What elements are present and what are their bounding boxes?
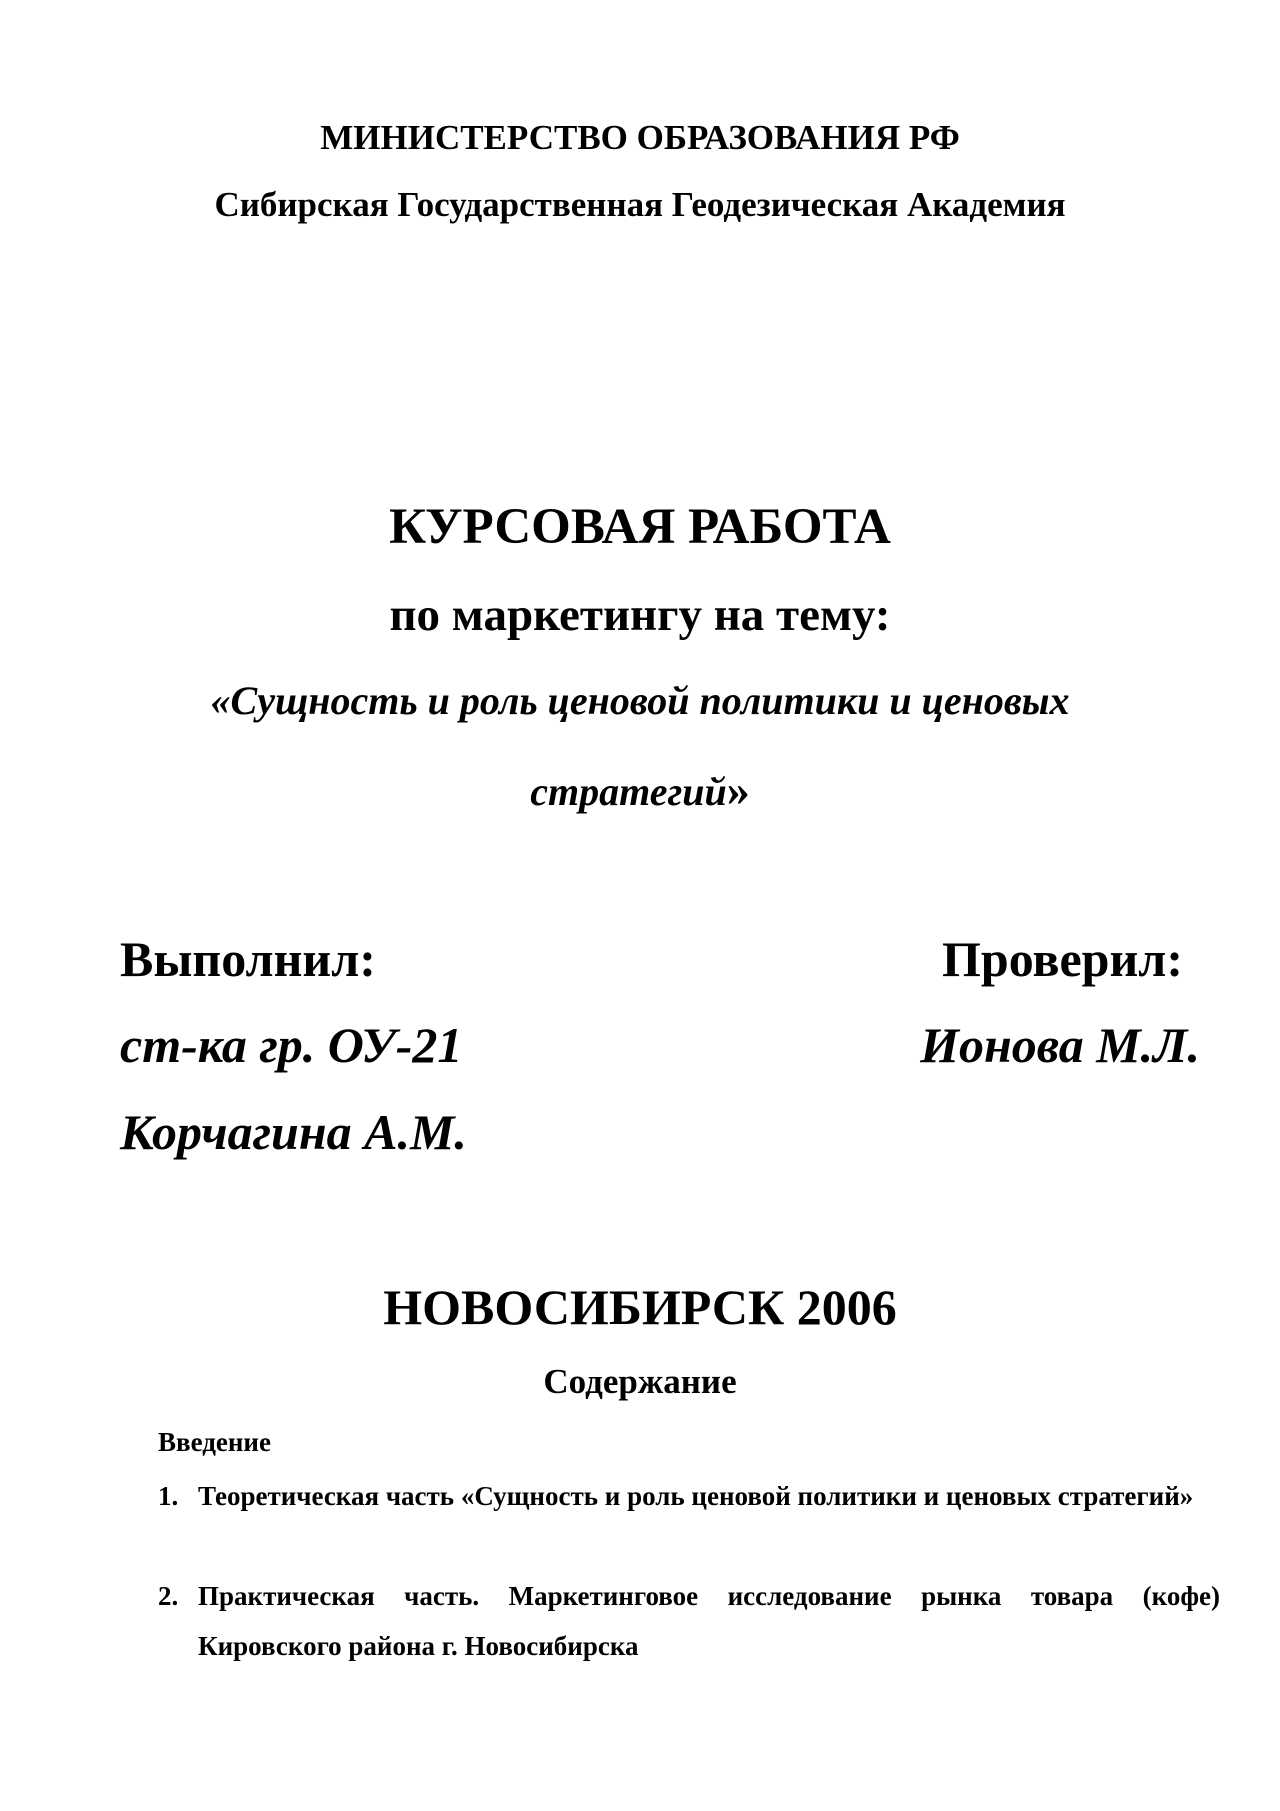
subject-line: по маркетингу на тему: [389, 589, 891, 641]
topic-line-1: «Сущность и роль ценовой политики и ценовых [210, 678, 1070, 723]
toc-item [158, 1571, 1220, 1671]
toc-item-number: 2. [158, 1581, 179, 1611]
toc-item-text: Практическая часть. Маркетинговое исследование рынка товара (кофе) Кировского района г. Новосибирска [198, 1581, 1220, 1661]
checked-name: Ионова М.Л. [920, 1017, 1200, 1073]
topic-line-2-text: стратегий [530, 769, 727, 814]
checked-label: Проверил: [942, 931, 1183, 987]
topic-line-2 [0, 763, 1280, 816]
toc-intro: Введение [158, 1427, 271, 1457]
toc-item-number: 1. [158, 1481, 179, 1511]
toc-title: Содержание [543, 1362, 737, 1401]
performed-label: Выполнил: [120, 931, 376, 987]
performed-group: ст-ка гр. ОУ-21 [120, 1017, 463, 1073]
toc-item [158, 1471, 1220, 1521]
city-year: НОВОСИБИРСК 2006 [383, 1279, 897, 1335]
performed-name: Корчагина А.М. [120, 1104, 467, 1160]
ministry-heading: МИНИСТЕРСТВО ОБРАЗОВАНИЯ РФ [320, 118, 960, 157]
work-type-title: КУРСОВАЯ РАБОТА [389, 499, 891, 555]
topic-close-quote: » [726, 764, 750, 815]
toc-item-text: Теоретическая часть «Сущность и роль ценовой политики и ценовых стратегий» [198, 1481, 1194, 1511]
academy-heading: Сибирская Государственная Геодезическая Академия [214, 185, 1066, 224]
